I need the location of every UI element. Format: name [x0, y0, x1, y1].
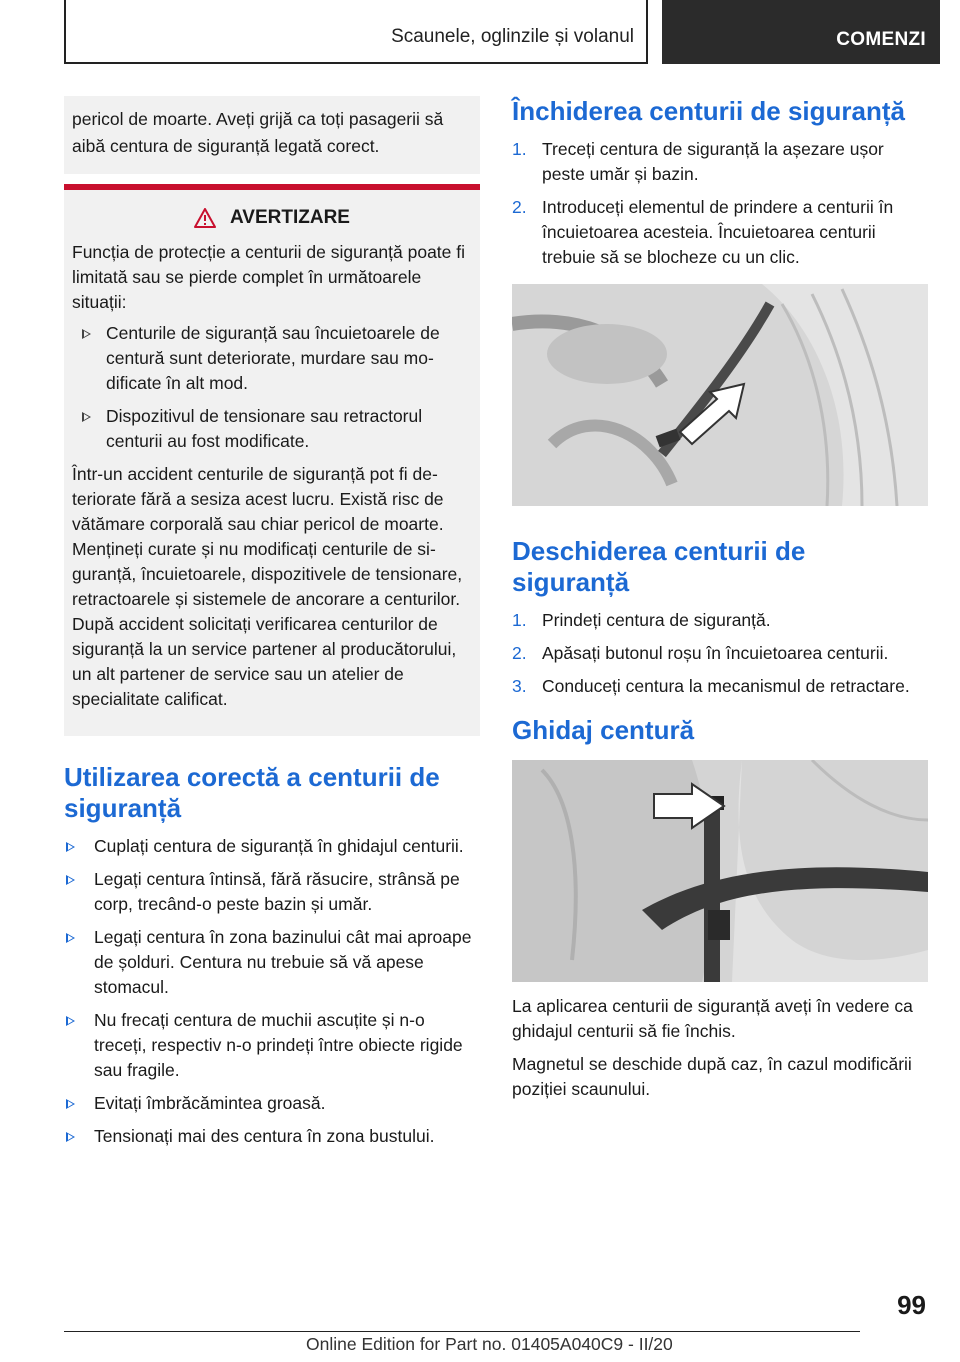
header-chapter-title: COMENZI — [836, 29, 926, 50]
header-chapter-tab — [662, 0, 940, 64]
section-title-closing: Închiderea centurii de siguranță — [512, 96, 905, 126]
list-item: Centurile de siguranță sau încuietoarele de centură sunt deteriorate, murdare sau modificate în alt mod. — [72, 321, 472, 396]
list-item: 3. Conduceți centura la mecanismul de retractare. — [512, 676, 910, 696]
list-item: Dispozitivul de tensionare sau retractorul centurii au fost modificate. — [72, 404, 472, 454]
opening-steps — [512, 608, 928, 699]
left-column — [64, 96, 480, 1157]
warning-body: Într-un accident centurile de siguranță pot fi deteriorate fără a sesiza acest lucru. Există risc de vătămare corporală sau chiar pericol de moarte. Mențineți curate și nu modificați centurile de siguranță, încuietoarele, dispozitivele de tensionare, retractoarele și sistemele de ancorare a centurilor. După accident solicitați verificarea centurilor de siguranță la un service partener al producătorului, un alt partener de service sau un atelier de specialitate calificat. — [72, 464, 463, 709]
closing-steps — [512, 137, 928, 270]
warning-box — [64, 184, 480, 736]
triangle-bullet-icon — [66, 1099, 75, 1109]
right-column — [512, 96, 928, 1102]
seat-buckle-illustration — [512, 284, 928, 506]
list-item: Evitați îmbrăcămintea groasă. — [64, 1091, 480, 1116]
warning-title — [72, 204, 472, 232]
warning-list — [72, 321, 472, 454]
triangle-bullet-icon — [66, 875, 75, 885]
continued-warning-text — [64, 96, 480, 174]
list-item: Cuplați centura de siguranță în ghidajul centurii. — [64, 834, 480, 859]
guide-paragraph-1: La aplicarea centurii de siguranță aveți în vedere ca ghidajul centurii să fie închis. — [512, 996, 913, 1041]
warning-intro: Funcția de protecție a centurii de siguranță poate fi limitată sau se pierde complet în următoarele situații: — [72, 242, 466, 312]
page-number: 99 — [897, 1290, 926, 1320]
edition-note: Online Edition for Part no. 01405A040C9 - II/20 — [306, 1334, 673, 1354]
list-item: Legați centura întinsă, fără răsucire, strânsă pe corp, trecând-o peste bazin și umăr. — [64, 867, 480, 917]
list-item: Tensionați mai des centura în zona bustului. — [64, 1124, 480, 1149]
triangle-bullet-icon — [66, 1016, 75, 1026]
section-title-opening: Deschiderea centurii de siguranță — [512, 536, 806, 597]
continued-text: pericol de moarte. Aveți grijă ca toți pasagerii să aibă centura de siguranță legată corect. — [72, 109, 444, 156]
warning-title-text: AVERTIZARE — [230, 207, 350, 228]
list-item: 2. Apăsați butonul roșu în încuietoarea centurii. — [512, 643, 889, 663]
triangle-bullet-icon — [66, 842, 75, 852]
section-title-guide: Ghidaj centură — [512, 715, 695, 745]
triangle-bullet-icon — [82, 412, 91, 422]
usage-list — [64, 834, 480, 1149]
belt-guide-photo — [512, 760, 928, 982]
belt-guide-illustration — [512, 760, 928, 982]
list-item: 1. Treceți centura de siguranță la așezare ușor peste umăr și bazin. — [512, 139, 884, 184]
triangle-bullet-icon — [82, 329, 91, 339]
buckle-photo — [512, 284, 928, 506]
list-item: 1. Prindeți centura de siguranță. — [512, 610, 771, 630]
guide-paragraph-2: Magnetul se deschide după caz, în cazul modificării poziției scaunului. — [512, 1054, 912, 1099]
footer-divider — [64, 1331, 860, 1332]
header-section-title: Scaunele, oglinzile și volanul — [391, 26, 634, 47]
list-item: Legați centura în zona bazinului cât mai aproape de șolduri. Centura nu trebuie să vă apese stomacul. — [64, 925, 480, 1000]
triangle-bullet-icon — [66, 933, 75, 943]
list-item: Nu frecați centura de muchii ascuțite și n-o treceți, respectiv n-o prindeți între obiecte rigide sau fragile. — [64, 1008, 480, 1083]
triangle-bullet-icon — [66, 1132, 75, 1142]
section-title-usage: Utilizarea corectă a centurii de siguranță — [64, 762, 440, 823]
list-item: 2. Introduceți elementul de prindere a centurii în încuietoarea acesteia. Încuietoarea centurii trebuie să se blocheze cu un clic. — [512, 197, 894, 267]
header-section-tab — [64, 0, 648, 64]
warning-triangle-icon — [194, 208, 216, 228]
